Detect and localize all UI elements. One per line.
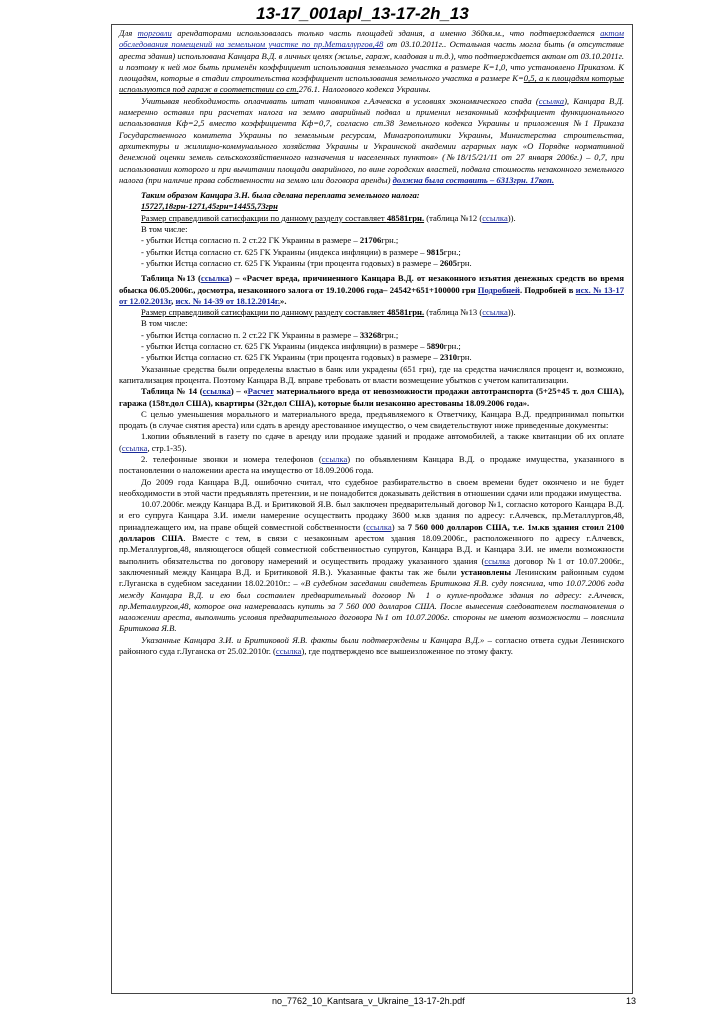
text-run: Таблица № 14 ( xyxy=(141,386,203,397)
hyperlink[interactable]: ссылка xyxy=(482,307,508,318)
text-run: 1.копии объявлений в газету по сдаче в аренду или продаже зданий и продаже автомобилей, а также квитанции об их оплате ( xyxy=(119,431,624,453)
hyperlink[interactable]: ссылка xyxy=(275,646,302,657)
text-run: Ленинским районным судом г.Луганска в судебном заседании 18.02.2010г.: – xyxy=(119,566,624,589)
text-run: , стр.1-35). xyxy=(147,442,187,453)
text-run: от 03.10.2011г.. Остальная часть могла быть (в отсутствие ареста здания) использована Канцара В.Д. в личных целях (жилье, гараж, кладовая и т.д.), что подтверждается актом от 03.10.2011г. и поэтому к ней мог быть применён коэффициент использования земельного участка в размере К=1,0, что установлено Приказом. К площадям, которые в стадии строительства коэффициент использования земельного участка в размере К= xyxy=(119,39,624,84)
paragraph xyxy=(119,364,624,387)
text-run: 2605 xyxy=(439,257,458,268)
hyperlink[interactable]: должна была составить – 6313грн. 17коп. xyxy=(392,174,554,185)
paragraph xyxy=(119,190,624,201)
text-run: - убытки Истца согласно п. 2 ст.22 ГК Украины в размере – xyxy=(141,235,360,246)
text-run: ), где подтверждено все вышеизложенное по этому факту. xyxy=(301,646,513,657)
hyperlink[interactable]: исх. № 13-17 от 12.02.2013г xyxy=(119,284,624,306)
paragraph xyxy=(119,341,624,352)
text-run: - убытки Истца согласно ст. 625 ГК Украины (индекса инфляции) в размере – xyxy=(141,246,427,257)
text-run: Указанные средства были определены властью в банк или украдены (651 грн), где на средства начислялся процент и, возможно, капитализация процента. Поэтому Канцара В.Д. вправе требовать от власти возмещение убытков с учетом капитализации. xyxy=(119,363,624,385)
text-run: 276.1. Налогового кодекса Украины. xyxy=(298,84,431,95)
text-run: . Подробней в xyxy=(519,284,576,295)
paragraph xyxy=(119,454,624,477)
paragraph xyxy=(119,28,624,96)
text-run: )). xyxy=(507,212,516,223)
hyperlink[interactable]: торговли xyxy=(137,28,172,38)
page-number: 13 xyxy=(626,996,637,1006)
hyperlink[interactable]: ссылка xyxy=(202,386,231,397)
hyperlink[interactable]: ссылка xyxy=(321,453,348,464)
text-run: 48581грн. xyxy=(386,212,425,223)
text-run: 33268 xyxy=(359,329,382,340)
paragraph xyxy=(119,431,624,454)
paragraph xyxy=(119,352,624,363)
paragraph xyxy=(119,318,624,329)
text-run: В том числе: xyxy=(141,224,188,235)
text-run: – согласно ответа судьи Ленинского районного суда г.Луганска от 25.02.2010г. ( xyxy=(119,634,624,657)
text-run: Размер справедливой сатисфакции по данному разделу составляет xyxy=(141,212,387,223)
text-run: грн. xyxy=(457,352,472,363)
text-run: Учитывая необходимость оплачивать штат чиновников г.Алчевска в условиях экономического спада ( xyxy=(141,95,539,106)
hyperlink[interactable]: ссылка xyxy=(366,521,392,532)
text-run: Таблица №13 ( xyxy=(141,273,201,284)
text-run: установлены xyxy=(460,566,512,577)
paragraph xyxy=(119,635,624,658)
paragraph xyxy=(119,386,624,409)
text-run: В том числе: xyxy=(141,318,188,329)
hyperlink[interactable]: Подробней xyxy=(477,284,520,295)
text-run: 9815 xyxy=(426,246,444,257)
paragraph xyxy=(119,224,624,235)
document-title: 13-17_001apl_13-17-2h_13 xyxy=(256,4,469,23)
text-run: - убытки Истца согласно ст. 625 ГК Украины (индекса инфляции) в размере – xyxy=(141,341,427,352)
paragraph xyxy=(119,247,624,258)
text-run: грн.; xyxy=(381,235,399,246)
paragraph xyxy=(119,273,624,307)
text-run: 48581грн. xyxy=(386,307,425,318)
paragraph xyxy=(119,330,624,341)
text-run: 2. телефонные звонки и номера телефонов ( xyxy=(141,453,322,464)
text-run: грн.; xyxy=(381,329,399,340)
hyperlink[interactable]: ссылка xyxy=(121,442,148,453)
text-run: 10.07.2006г. между Канцара В.Д. и Бритиковой Я.В. был заключен предварительный договор №1, согласно которого Канцара В.Д. и его супруга Канцара З.И. имели намерение осуществить продажу 3600 м.кв здания по адресу: г.Алчевск, пр.Металлургов,48, принадлежащего им, на праве общей совместной собственности ( xyxy=(119,499,624,532)
text-run: ». xyxy=(280,295,287,306)
hyperlink[interactable]: ссылка xyxy=(538,95,565,106)
document-body xyxy=(119,28,624,657)
text-run: (таблица №12 ( xyxy=(424,212,483,223)
text-run: . Вместе с тем, в связи с незаконным арестом здания 18.09.2006г., расположенного по адресу г.Алчевск, пр.Металлургов,48, являющегося общей совместной собственностью супругов, Канцара В.Д. и Канцара З.И. не имели возможности выполнить обязательства по договору намерений и осуществить продажу указанного здания ( xyxy=(119,533,624,566)
paragraph xyxy=(119,499,624,635)
footer-filename: no_7762_10_Kantsara_v_Ukraine_13-17-2h.pdf xyxy=(272,996,465,1006)
text-run: «В судебном заседании свидетель Бритикова Я.В. суду пояснила, что 10.07.2006 года между Канцара В.Д. и ею был составлен предварительный договор № 1 о купле-продаже здания по адресу: г.Алчевск, пр.Металлургов,48, которое она намеревалась купить за 7 560 000 долларов США. После вынесения следователем постановления о наложении ареста, выполнить условия предварительного договора №1 от 10.07.2006г. стороны не имеют возможности – пояснила Бритикова Я.В. xyxy=(119,578,624,634)
paragraph xyxy=(119,307,624,318)
text-run: арендаторами использовалась только часть площадей здания, а именно 360кв.м., что подтверждается xyxy=(171,28,601,38)
paragraph xyxy=(119,258,624,269)
hyperlink[interactable]: ссылка xyxy=(484,555,510,566)
paragraph xyxy=(119,409,624,432)
text-run: Размер справедливой сатисфакции по данному разделу составляет xyxy=(141,307,387,318)
hyperlink[interactable]: ссылка xyxy=(482,212,508,223)
text-run: С целью уменьшения морального и материального вреда, предъявляемого к Ответчику, Канцара В.Д. предпринимал попытки продать (в случае снятия ареста) или сдать в аренду арестованное имущество, о чем свидетельствуют ниже приведенные документы: xyxy=(119,408,624,431)
hyperlink[interactable]: актом обследования помещений на земельном участке по пр.Металлургов,48 xyxy=(119,28,624,50)
text-run: ) – «Расчет вреда, причиненного Канцара В.Д. от незаконного изъятия денежных средств во время обыска 06.05.2006г., досмотра, незаконного залога от 19.10.2006 года– 24542+651+100000 грн xyxy=(119,273,624,295)
text-run: договор №1 от 10.07.2006г., заключенный между Канцара В.Д. и Бритиковой Я.В.). Указанные факты так же были xyxy=(119,555,624,577)
text-run: )). xyxy=(507,307,516,318)
text-run: грн.; xyxy=(443,341,461,352)
text-run: 15727,18грн-1271,45грн=14455,73грн xyxy=(141,201,278,212)
paragraph xyxy=(119,201,624,212)
text-run: Указанные Канцара З.И. и Бритиковой Я.В. факты были подтверждены и Канцара В.Д.» xyxy=(141,634,485,645)
text-run: Таким образом Канцара З.Н. была сделана переплата земельного налога: xyxy=(141,190,420,201)
text-run: - убытки Истца согласно п. 2 ст.22 ГК Украины в размере – xyxy=(141,329,360,340)
paragraph xyxy=(119,477,624,500)
paragraph xyxy=(119,235,624,246)
paragraph xyxy=(119,96,624,186)
text-run: грн.; xyxy=(443,246,461,257)
text-run: 5890 xyxy=(426,341,444,352)
text-run: ) за xyxy=(391,521,408,532)
text-run: 7 560 000 долларов США, т.е. 1м.кв здания стоил 2100 долларов США xyxy=(119,521,624,544)
text-run: , xyxy=(171,295,176,306)
hyperlink[interactable]: Расчет xyxy=(247,386,274,397)
text-run: ) – « xyxy=(230,386,248,397)
hyperlink[interactable]: исх. № 14-39 от 18.12.2014г. xyxy=(175,295,281,306)
text-run: грн. xyxy=(457,257,472,268)
text-run: материального вреда от невозможности продажи автотранспорта (5+25+45 т. дол США), гаража (158т.дол США), квартиры (32т.дол США), которые были незаконно арестованы 18.09.2006 года». xyxy=(119,386,624,408)
text-run: ) по объявлениям Канцара В.Д. о продаже имущества, указанного в постановлении о наложении ареста на имущество от 18.09.2006 года. xyxy=(119,453,624,476)
text-run: - убытки Истца согласно ст. 625 ГК Украины (три процента годовых) в размере – xyxy=(141,257,440,268)
text-run: (таблица №13 ( xyxy=(424,307,483,318)
text-run: 0,5, а к площадям которые используются под гараж в соответствии со ст. xyxy=(119,73,624,95)
text-run: До 2009 года Канцара В.Д. ошибочно считал, что судебное разбирательство в своем времени будет окончено и не будет необходимости в этой части предъявлять претензии, и не понадобится доказывать действия в отношении сдачи или продажи имущества. xyxy=(119,476,624,498)
text-run: ), Канцара В.Д. намеренно оставил при расчетах налога на землю аварийный подвал и применил незаконный коэффициент функционального использования Кф=2,5 вместо коэффициента Кф=0,7, согласно ст.38 Земельного кодекса Украины и приложения №1 Приказа Государственного комитета Украины по земельным ресурсам, Минагрополитики Украины, Министерства строительства, архитектуры и жилищно-коммунального хозяйства Украины и Украинской академии аграрных наук «О Порядке нормативной денежной оценки земель сельскохозяйственного назначения и населенных пунктов» (№18/15/21/11 от 27 января 2006г.) – 0,7, при использовании которого и при вычитании площади аварийного, по вине городских властей, подвала стоимость незаконного земельного налога (при наличие права собственности на землю или договора аренды) xyxy=(119,95,624,185)
hyperlink[interactable]: ссылка xyxy=(200,273,230,284)
text-run: 2310 xyxy=(439,352,458,363)
paragraph xyxy=(119,213,624,224)
text-run: Для xyxy=(119,28,138,38)
text-run: - убытки Истца согласно ст. 625 ГК Украины (три процента годовых) в размере – xyxy=(141,352,440,363)
text-run: 21706 xyxy=(359,235,382,246)
